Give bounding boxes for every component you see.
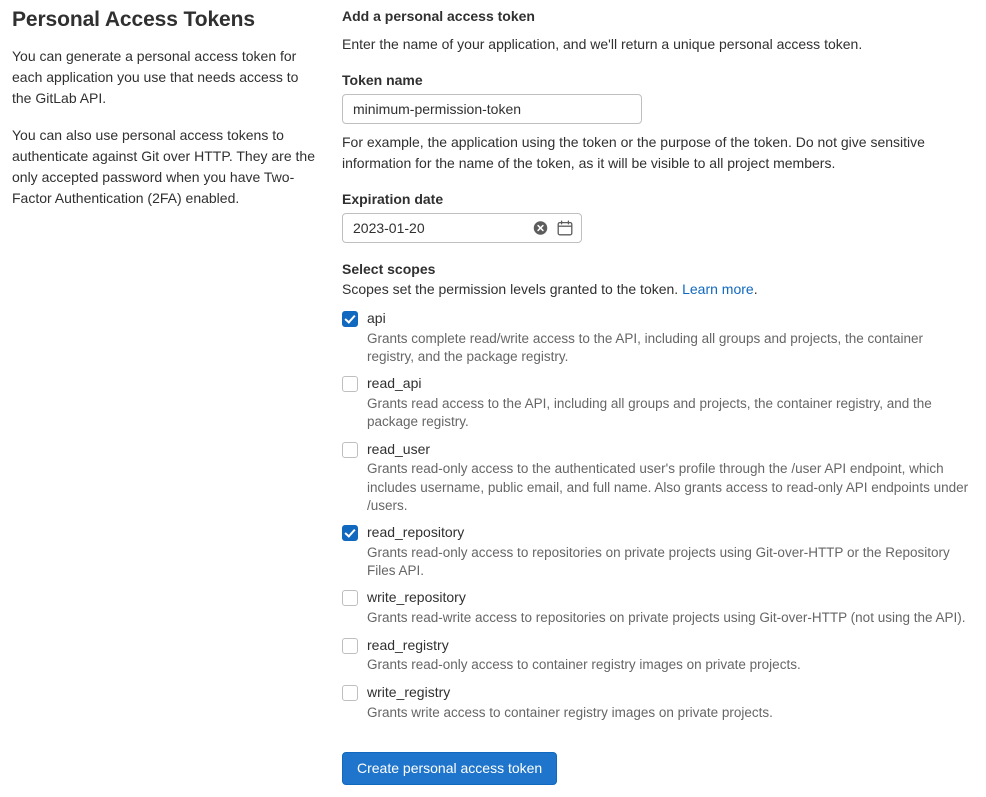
scope-row-read-repository[interactable] (342, 523, 970, 580)
scope-name-write-repository: write_repository (367, 589, 466, 606)
form-heading: Add a personal access token (342, 8, 535, 24)
checkbox-api[interactable] (342, 311, 358, 327)
expiration-date-wrapper (342, 213, 582, 243)
token-name-input[interactable] (342, 94, 642, 124)
scope-row-read-api[interactable] (342, 374, 970, 431)
scope-desc-write-repository: Grants read-write access to repositories on private projects using Git-over-HTTP (not using the API). (367, 610, 966, 626)
scopes-title: Select scopes (342, 260, 436, 277)
scope-desc-read-repository: Grants read-only access to repositories on private projects using Git-over-HTTP or the Repository Files API. (367, 544, 950, 579)
scope-desc-read-user: Grants read-only access to the authenticated user's profile through the /user API endpoint, which includes username, public email, and full name. Also grants access to read-only API endpoints under /users. (367, 461, 969, 513)
scopes-subtitle-text: Scopes set the permission levels granted to the token. (342, 280, 679, 297)
checkbox-write-registry[interactable] (342, 685, 358, 701)
scope-row-write-repository[interactable] (342, 588, 970, 627)
scope-name-read-registry: read_registry (367, 636, 449, 653)
scopes-subtitle (342, 281, 970, 297)
checkbox-write-repository[interactable] (342, 590, 358, 606)
calendar-icon[interactable] (557, 220, 573, 236)
checkbox-read-registry[interactable] (342, 638, 358, 654)
clear-circle-icon[interactable] (533, 220, 548, 235)
add-token-form (342, 8, 970, 785)
scope-desc-read-registry: Grants read-only access to container registry images on private projects. (367, 657, 801, 673)
scope-desc-write-registry: Grants write access to container registry images on private projects. (367, 704, 773, 720)
scope-row-api[interactable] (342, 309, 970, 366)
checkbox-read-api[interactable] (342, 376, 358, 392)
scope-desc-api: Grants complete read/write access to the API, including all groups and projects, the container registry, and the package registry. (367, 330, 924, 364)
create-personal-access-token-button[interactable]: Create personal access token (342, 752, 557, 785)
checkbox-read-repository[interactable] (342, 525, 358, 541)
token-name-field-group (342, 72, 970, 173)
expiration-date-field-group (342, 191, 970, 243)
scope-name-read-api: read_api (367, 375, 422, 392)
token-name-help: For example, the application using the token or the purpose of the token. Do not give sensitive information for the name of the token, as it will be visible to all project members. (342, 134, 925, 171)
intro-paragraph-2: You can also use personal access tokens to authenticate against Git over HTTP. They are the only accepted password when you have Two-Factor Authentication (2FA) enabled. (12, 127, 315, 206)
scope-name-read-repository: read_repository (367, 524, 465, 541)
scope-name-write-registry: write_registry (367, 683, 451, 700)
expiration-date-label: Expiration date (342, 190, 444, 207)
scopes-section (342, 261, 970, 722)
scopes-subtitle-period: . (753, 280, 758, 297)
token-name-label: Token name (342, 72, 423, 89)
scope-name-read-user: read_user (367, 440, 431, 457)
page-intro-column (12, 8, 317, 225)
form-description: Enter the name of your application, and we'll return a unique personal access token. (342, 36, 863, 52)
learn-more-link[interactable]: Learn more (682, 280, 754, 297)
intro-paragraph-1: You can generate a personal access token for each application you use that needs access to the GitLab API. (12, 48, 299, 106)
scope-row-write-registry[interactable] (342, 683, 970, 722)
page-title: Personal Access Tokens (12, 8, 255, 31)
scope-row-read-user[interactable] (342, 440, 970, 516)
checkbox-read-user[interactable] (342, 442, 358, 458)
scope-name-api: api (367, 309, 386, 326)
scope-desc-read-api: Grants read access to the API, including all groups and projects, the container registry, and the package registry. (367, 396, 932, 430)
scope-row-read-registry[interactable] (342, 636, 970, 675)
